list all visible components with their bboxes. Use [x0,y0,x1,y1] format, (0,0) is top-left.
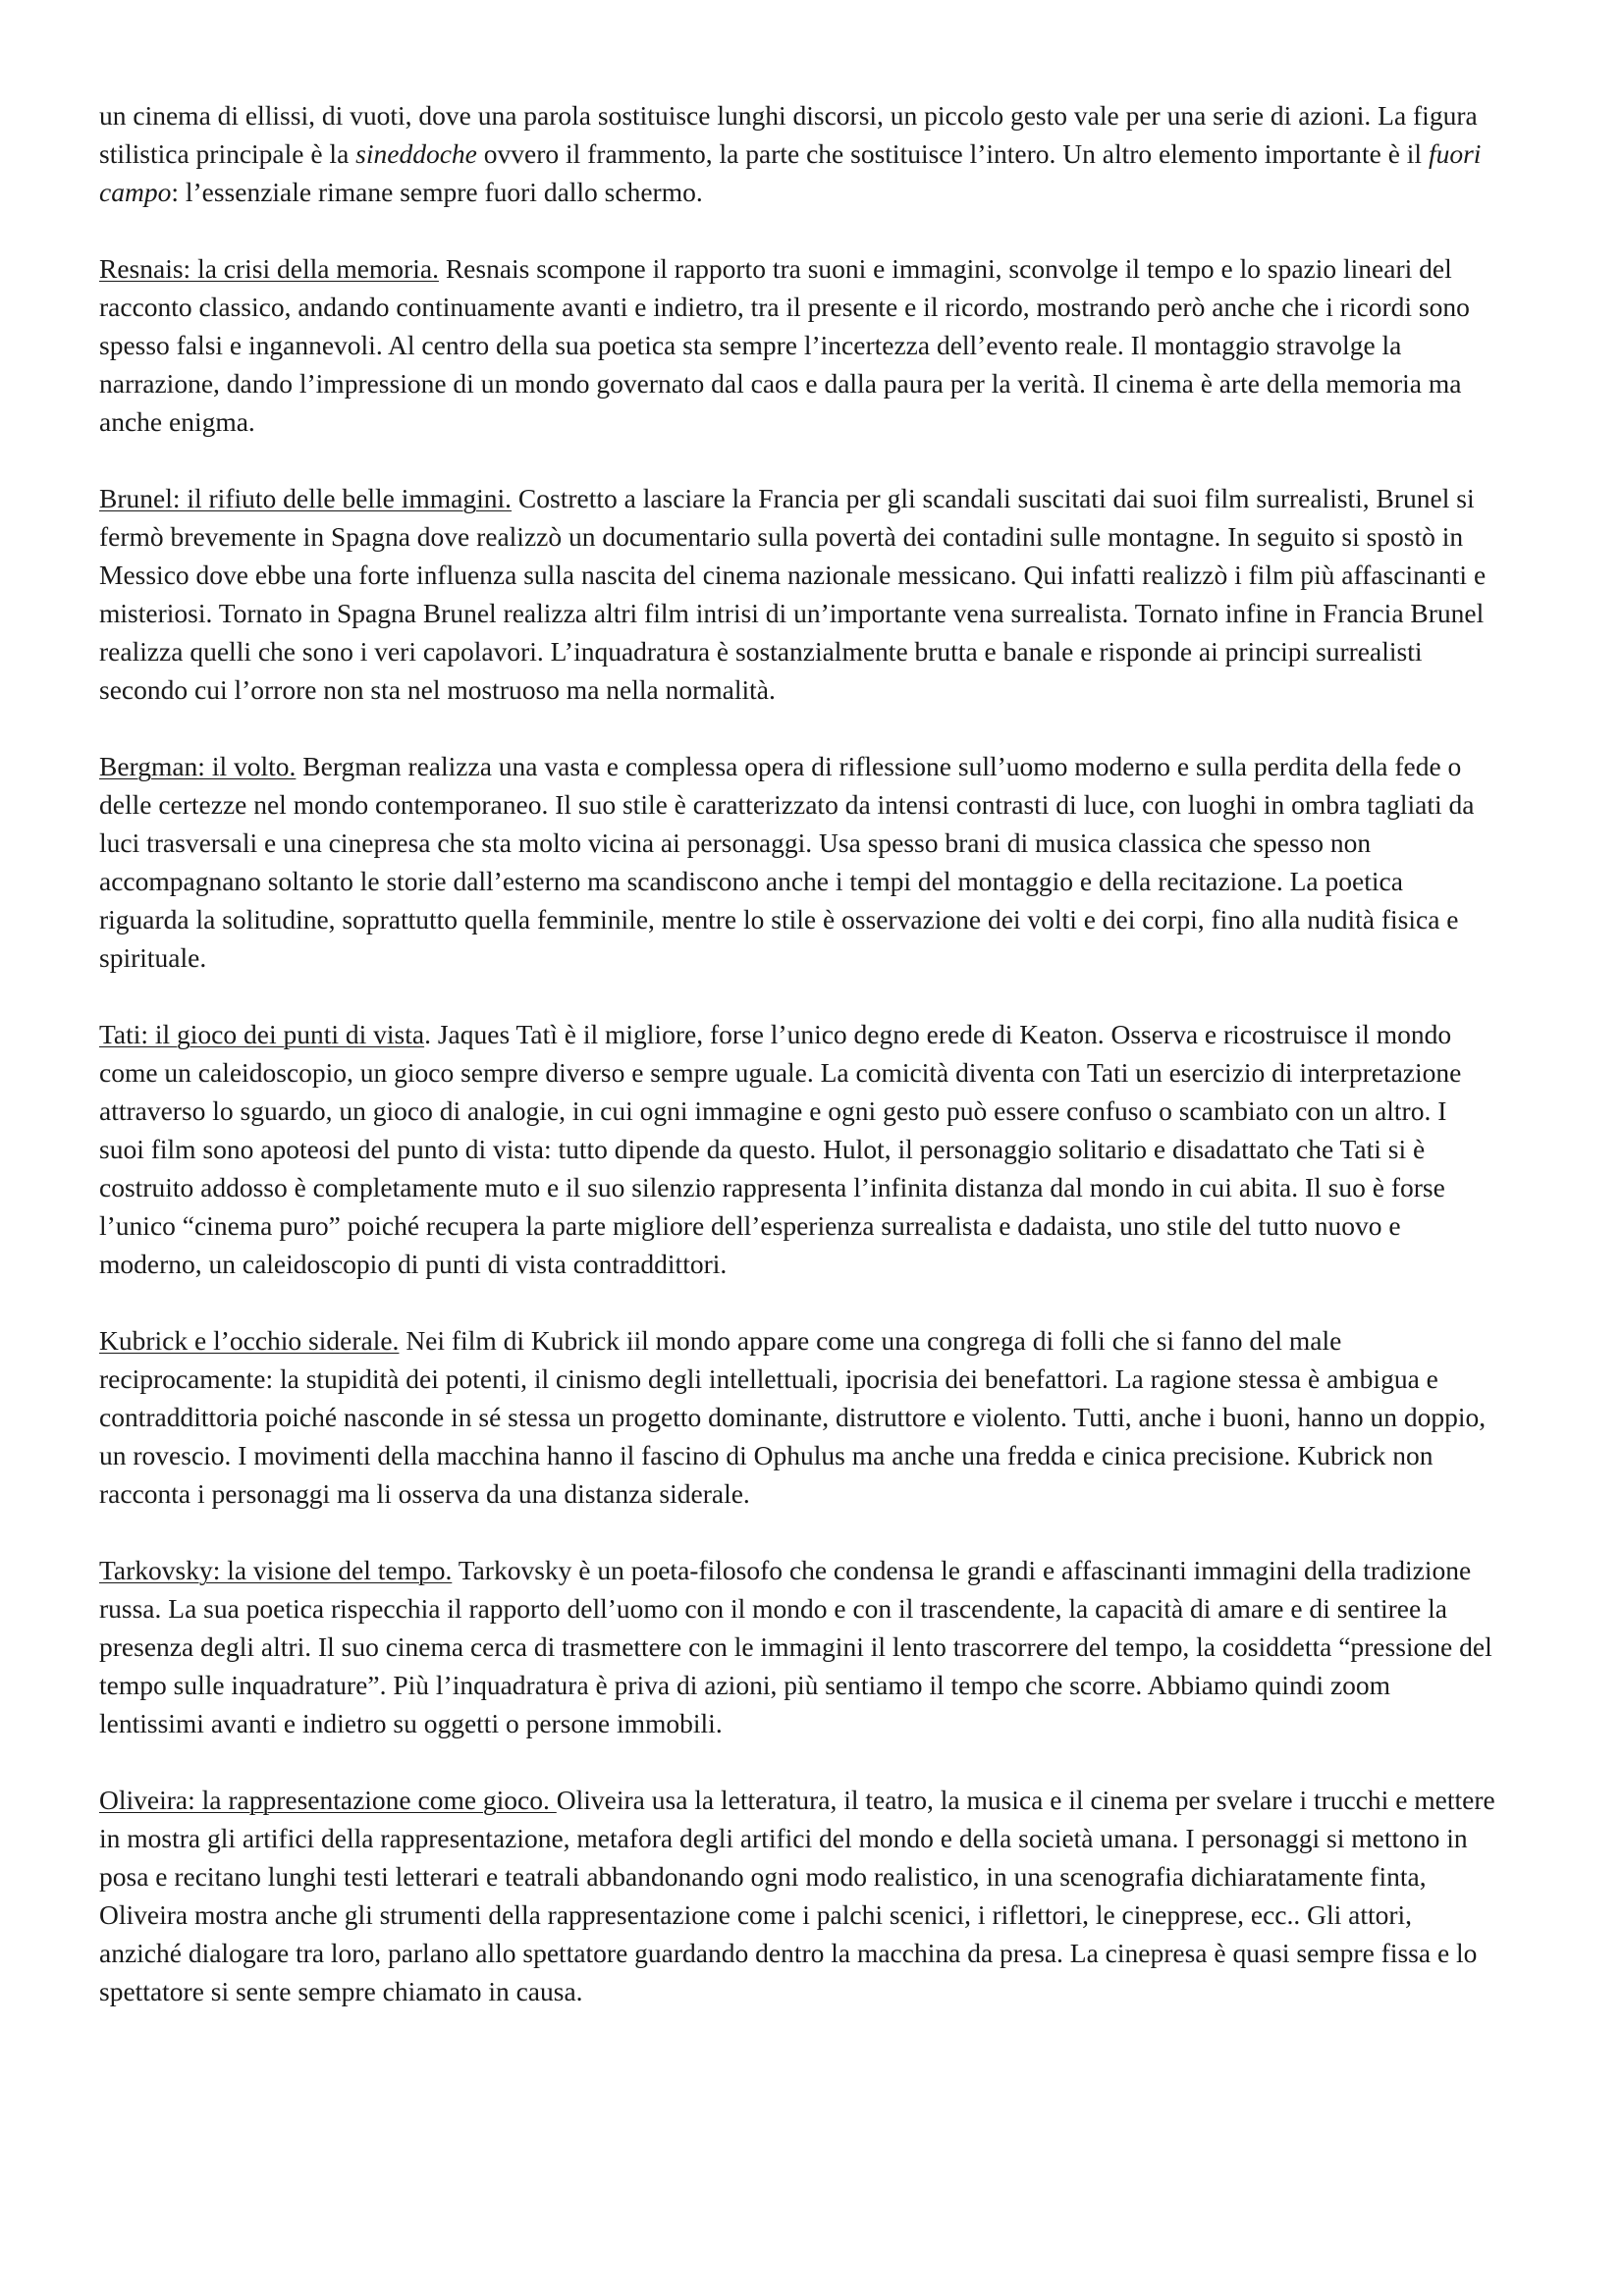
document-page [99,96,1498,2049]
section-body: Oliveira usa la letteratura, il teatro, la musica e il cinema per svelare i trucchi e mettere in mostra gli artifici della rappresentazione, metafora degli artifici del mondo e della società umana. I personaggi si mettono in posa e recitano lunghi testi letterari e teatrali abbandonando ogni modo realistico, in una scenografia dichiaratamente finta, Oliveira mostra anche gli strumenti della rappresentazione come i palchi scenici, i riflettori, le cinepprese, ecc.. Gli attori, anziché dialogare tra loro, parlano allo spettatore guardando dentro la macchina da presa. La cinepresa è quasi sempre fissa e lo spettatore si sente sempre chiamato in causa. [99,1785,1495,2006]
term-fuori-campo: fuori campo [99,138,1482,207]
section-heading: Oliveira: la rappresentazione come gioco. [99,1785,557,1815]
section-body: Costretto a lasciare la Francia per gli scandali suscitati dai suoi film surrealisti, Brunel si fermò brevemente in Spagna dove realizzò un documentario sulla povertà dei contadini sulle montagne. In seguito si spostò in Messico dove ebbe una forte influenza sulla nascita del cinema nazionale messicano. Qui infatti realizzò i film più affascinanti e misteriosi. Tornato in Spagna Brunel realizza altri film intrisi di un’importante vena surrealista. Tornato infine in Francia Brunel realizza quelli che sono i veri capolavori. L’inquadratura è sostanzialmente brutta e banale e risponde ai principi surrealisti secondo cui l’orrore non sta nel mostruoso ma nella normalità. [99,483,1487,705]
section-body: Tarkovsky è un poeta-filosofo che condensa le grandi e affascinanti immagini della tradizione russa. La sua poetica rispecchia il rapporto dell’uomo con il mondo e con il trascendente, la capacità di amare e di sentiree la presenza degli altri. Il suo cinema cerca di trasmettere con le immagini il lento trascorrere del tempo, la cosiddetta “pressione del tempo sulle inquadrature”. Più l’inquadratura è priva di azioni, più sentiamo il tempo che scorre. Abbiamo quindi zoom lentissimi avanti e indietro su oggetti o persone immobili. [99,1555,1492,1738]
section-tarkovsky [99,1551,1498,1742]
section-body: . Jaques Tatì è il migliore, forse l’unico degno erede di Keaton. Osserva e ricostruisce il mondo come un caleidoscopio, un gioco sempre diverso e sempre uguale. La comicità diventa con Tati un esercizio di interpretazione attraverso lo sguardo, un gioco di analogie, in cui ogni immagine e ogni gesto può essere confuso o scambiato con un altro. I suoi film sono apoteosi del punto di vista: tutto dipende da questo. Hulot, il personaggio solitario e disadattato che Tati si è costruito addosso è completamente muto e il suo silenzio rappresenta l’infinita distanza dal mondo in cui abita. Il suo è forse l’unico “cinema puro” poiché recupera la parte migliore dell’esperienza surrealista e dadaista, uno stile del tutto nuovo e moderno, un caleidoscopio di punti di vista contraddittori. [99,1019,1462,1279]
section-body: Resnais scompone il rapporto tra suoni e immagini, sconvolge il tempo e lo spazio lineari del racconto classico, andando continuamente avanti e indietro, tra il presente e il ricordo, mostrando però anche che i ricordi sono spesso falsi e ingannevoli. Al centro della sua poetica sta sempre l’incertezza dell’evento reale. Il montaggio stravolge la narrazione, dando l’impressione di un mondo governato dal caos e dalla paura per la verità. Il cinema è arte della memoria ma anche enigma. [99,253,1470,437]
section-heading: Bergman: il volto. [99,751,297,781]
intro-text-1: un cinema di ellissi, di vuoti, dove una parola sostituisce lunghi discorsi, un piccolo gesto vale per una serie di azioni. La figura stilistica principale è la [99,100,1478,169]
section-heading: Tati: il gioco dei punti di vista [99,1019,425,1049]
intro-paragraph [99,96,1498,211]
section-heading: Resnais: la crisi della memoria. [99,253,439,284]
section-heading: Tarkovsky: la visione del tempo. [99,1555,453,1585]
term-sineddoche: sineddoche [355,138,477,169]
section-oliveira [99,1781,1498,2010]
section-tati [99,1015,1498,1283]
section-body: Nei film di Kubrick iil mondo appare come una congrega di folli che si fanno del male reciprocamente: la stupidità dei potenti, il cinismo degli intellettuali, ipocrisia dei benefattori. La ragione stessa è ambigua e contraddittoria poiché nasconde in sé stessa un progetto dominante, distruttore e violento. Tutti, anche i buoni, hanno un doppio, un rovescio. I movimenti della macchina hanno il fascino di Ophulus ma anche una fredda e cinica precisione. Kubrick non racconta i personaggi ma li osserva da una distanza siderale. [99,1325,1487,1509]
intro-text-3: : l’essenziale rimane sempre fuori dallo schermo. [171,177,703,207]
section-body: Bergman realizza una vasta e complessa opera di riflessione sull’uomo moderno e sulla perdita della fede o delle certezze nel mondo contemporaneo. Il suo stile è caratterizzato da intensi contrasti di luce, con luoghi in ombra tagliati da luci trasversali e una cinepresa che sta molto vicina ai personaggi. Usa spesso brani di musica classica che spesso non accompagnano soltanto le storie dall’esterno ma scandiscono anche i tempi del montaggio e della recitazione. La poetica riguarda la solitudine, soprattutto quella femminile, mentre lo stile è osservazione dei volti e dei corpi, fino alla nudità fisica e spirituale. [99,751,1475,973]
section-resnais [99,249,1498,441]
section-bergman [99,747,1498,977]
section-kubrick [99,1321,1498,1513]
section-brunel [99,479,1498,709]
section-heading: Kubrick e l’occhio siderale. [99,1325,400,1356]
intro-text-2: ovvero il frammento, la parte che sostituisce l’intero. Un altro elemento importante è il [476,138,1429,169]
section-heading: Brunel: il rifiuto delle belle immagini. [99,483,513,513]
